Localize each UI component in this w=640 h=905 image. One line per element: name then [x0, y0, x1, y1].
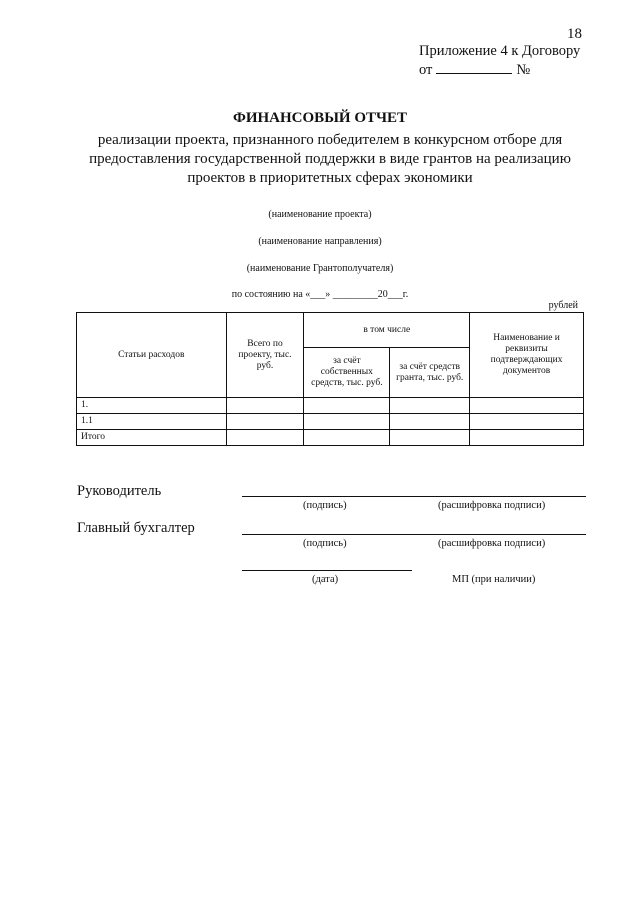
currency-note: рублей [548, 300, 578, 311]
header-expenses: Статьи расходов [77, 313, 227, 398]
appendix-date-blank [436, 61, 512, 74]
header-including: в том числе [304, 313, 470, 348]
table-cell [470, 398, 584, 414]
row-label: 1. [77, 398, 227, 414]
page-number: 18 [567, 26, 582, 42]
header-grant-funds: за счёт средств гранта, тыс. руб. [390, 348, 470, 398]
table-row [77, 398, 584, 414]
table-cell [226, 430, 304, 446]
table-cell [226, 414, 304, 430]
table-cell [390, 414, 470, 430]
appendix-number-sign: № [516, 62, 531, 78]
appendix-from-label: от [419, 62, 433, 78]
appendix-date-line [419, 61, 580, 80]
appendix-header [419, 42, 580, 80]
financial-report-table [76, 312, 584, 446]
table-cell [470, 430, 584, 446]
subtitle-line: проектов в приоритетных сферах экономики [187, 170, 473, 186]
head-decryption-caption: (расшифровка подписи) [438, 500, 546, 511]
table-row [77, 414, 584, 430]
head-signature-line [242, 496, 586, 497]
head-label: Руководитель [77, 483, 162, 499]
table-row [77, 430, 584, 446]
table-cell [304, 414, 390, 430]
as-of-date-line: по состоянию на «___» _________20___г. [231, 289, 409, 300]
grantee-name-caption: (наименование Грантополучателя) [246, 263, 394, 274]
table-cell [226, 398, 304, 414]
table-cell [390, 430, 470, 446]
row-label: Итого [77, 430, 227, 446]
table-cell [390, 398, 470, 414]
table-cell [304, 430, 390, 446]
row-label: 1.1 [77, 414, 227, 430]
subtitle-line: реализации проекта, признанного победителем в конкурсном отборе для [97, 132, 563, 148]
header-total: Всего по проекту, тыс. руб. [226, 313, 304, 398]
appendix-line: Приложение 4 к Договору [419, 43, 581, 59]
accountant-signature-line [242, 534, 586, 535]
table-header-row [77, 313, 584, 348]
table-cell [470, 414, 584, 430]
document-subtitle [60, 131, 600, 188]
document-title: ФИНАНСОВЫЙ ОТЧЕТ [232, 110, 408, 126]
stamp-caption: МП (при наличии) [452, 574, 536, 585]
direction-name-caption: (наименование направления) [258, 236, 382, 247]
header-own-funds: за счёт собственных средств, тыс. руб. [304, 348, 390, 398]
subtitle-line: предоставления государственной поддержки в виде грантов на реализацию [89, 151, 571, 167]
date-caption: (дата) [312, 574, 339, 585]
header-documents: Наименование и реквизиты подтверждающих документов [470, 313, 584, 398]
date-line [242, 570, 412, 571]
head-signature-caption: (подпись) [303, 500, 347, 511]
accountant-label: Главный бухгалтер [77, 520, 195, 536]
accountant-signature-caption: (подпись) [303, 538, 347, 549]
table-cell [304, 398, 390, 414]
accountant-decryption-caption: (расшифровка подписи) [438, 538, 546, 549]
project-name-caption: (наименование проекта) [268, 209, 372, 220]
